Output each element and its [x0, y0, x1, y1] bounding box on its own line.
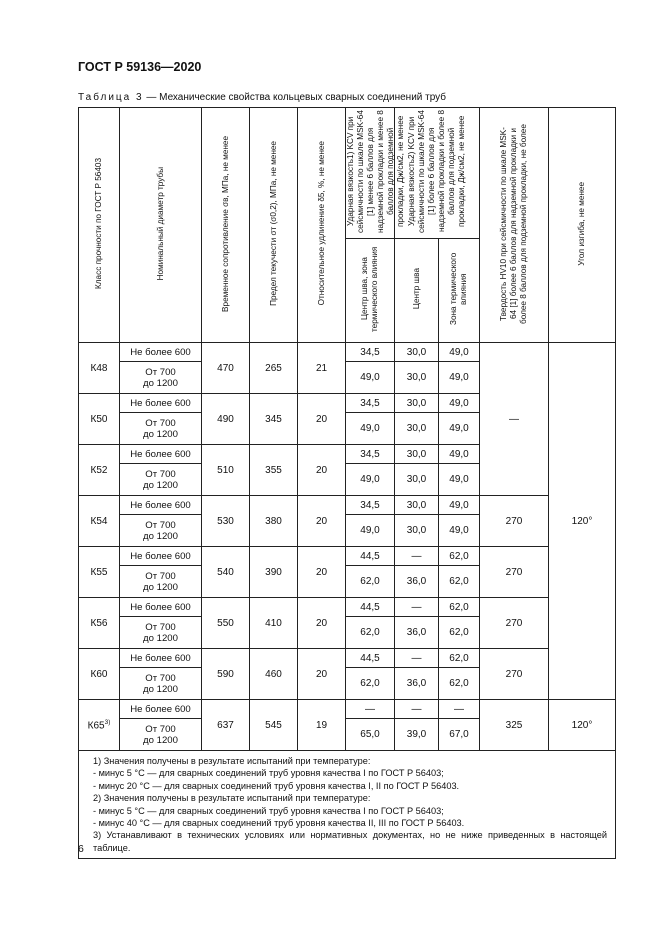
diameter-from: От 700 — [145, 519, 176, 531]
kcv-weld-center-small: — — [395, 649, 439, 668]
kcv-weld-center-small: — — [395, 598, 439, 617]
diameter-small: Не более 600 — [120, 649, 202, 668]
elongation-value: 21 — [298, 343, 346, 394]
kcv-weld-center-large: 36,0 — [395, 566, 439, 598]
caption-dash: — — [143, 92, 160, 103]
subheader-haz — [439, 239, 480, 343]
header-impact-2-text: Ударная вязкость2) KCV при сейсмичности по шкале MSK-64 [1] более 6 баллов для надземной прокладки и более 8 баллов для подземной прокладки, Дж/см2, не менее — [407, 110, 466, 233]
diameter-large — [120, 617, 202, 649]
kcv-weld-fusion-small: 34,5 — [346, 343, 395, 362]
elongation-value: 20 — [298, 547, 346, 598]
table-row — [79, 598, 616, 617]
kcv-weld-center-large: 30,0 — [395, 413, 439, 445]
class-footnote-marker: 3) — [104, 718, 111, 726]
diameter-small: Не более 600 — [120, 700, 202, 719]
class-cell — [79, 649, 120, 700]
diameter-from: От 700 — [145, 672, 176, 684]
kcv-haz-large: 62,0 — [439, 668, 480, 700]
header-bend-text: Угол изгиба, не менее — [577, 181, 586, 266]
kcv-weld-fusion-small: 34,5 — [346, 445, 395, 464]
class-cell — [79, 394, 120, 445]
properties-table — [78, 107, 616, 859]
header-diameter — [120, 108, 202, 343]
diameter-small: Не более 600 — [120, 343, 202, 362]
kcv-weld-fusion-small: 44,5 — [346, 649, 395, 668]
note-2a: - минус 5 °С — для сварных соединений труб уровня качества I по ГОСТ Р 56403; — [93, 805, 444, 816]
notes-cell — [79, 751, 616, 859]
subheader-weld-fusion-text: Центр шва, зона термического влияния — [360, 246, 379, 332]
hardness-value: — — [480, 343, 549, 496]
hardness-value: 270 — [480, 496, 549, 547]
diameter-from: От 700 — [145, 621, 176, 633]
kcv-haz-large: 49,0 — [439, 464, 480, 496]
header-bend — [549, 108, 616, 343]
subheader-weld-center — [395, 239, 439, 343]
hardness-value: 325 — [480, 700, 549, 751]
yield-value: 355 — [250, 445, 298, 496]
class-cell — [79, 598, 120, 649]
note-1: 1) Значения получены в результате испытаний при температуре: — [93, 756, 371, 766]
kcv-weld-fusion-large: 62,0 — [346, 566, 395, 598]
kcv-weld-center-large: 36,0 — [395, 668, 439, 700]
kcv-haz-large: 62,0 — [439, 566, 480, 598]
kcv-haz-large: 49,0 — [439, 362, 480, 394]
kcv-weld-fusion-large: 62,0 — [346, 617, 395, 649]
elongation-value: 20 — [298, 445, 346, 496]
elongation-value: 20 — [298, 394, 346, 445]
table-row — [79, 496, 616, 515]
class-cell — [79, 700, 120, 751]
diameter-large — [120, 362, 202, 394]
header-yield-text: Предел текучести σт (σ0,2), МПа, не менее — [268, 141, 278, 306]
kcv-haz-large: 62,0 — [439, 617, 480, 649]
diameter-from: От 700 — [145, 417, 176, 429]
yield-value: 380 — [250, 496, 298, 547]
kcv-weld-fusion-small: — — [346, 700, 395, 719]
yield-value: 345 — [250, 394, 298, 445]
header-row — [79, 108, 616, 239]
hardness-value: 270 — [480, 547, 549, 598]
elongation-value: 19 — [298, 700, 346, 751]
diameter-large — [120, 464, 202, 496]
kcv-haz-small: 49,0 — [439, 343, 480, 362]
kcv-weld-fusion-large: 62,0 — [346, 668, 395, 700]
bend-value: 120° — [549, 343, 616, 700]
header-hardness — [480, 108, 549, 343]
kcv-weld-center-small: 30,0 — [395, 496, 439, 515]
diameter-to: до 1200 — [143, 683, 178, 695]
kcv-weld-fusion-small: 34,5 — [346, 496, 395, 515]
diameter-small: Не более 600 — [120, 547, 202, 566]
yield-value: 545 — [250, 700, 298, 751]
class-label: К48 — [90, 362, 108, 374]
kcv-weld-center-large: 30,0 — [395, 362, 439, 394]
note-1b: - минус 20 °С — для сварных соединений труб уровня качества I, II по ГОСТ Р 56403. — [93, 780, 460, 791]
tensile-value: 470 — [202, 343, 250, 394]
notes-row — [79, 751, 616, 859]
kcv-haz-large: 49,0 — [439, 515, 480, 547]
yield-value: 460 — [250, 649, 298, 700]
header-hardness-text: Твердость HV10 при сейсмичности по шкале MSK-64 [1] более 6 баллов для надземной прокладки и более 8 баллов для подземной прокладки, не более — [499, 123, 528, 324]
class-cell — [79, 547, 120, 598]
header-impact-1-text: Ударная вязкость1) KCV при сейсмичности по шкале MSK-64 [1] менее 6 баллов для надземной прокладки и менее 8 баллов для подземной прокладки, Дж/см2, не менее — [346, 110, 405, 233]
kcv-weld-fusion-large: 49,0 — [346, 362, 395, 394]
kcv-weld-center-small: — — [395, 700, 439, 719]
kcv-weld-fusion-small: 44,5 — [346, 547, 395, 566]
diameter-to: до 1200 — [143, 632, 178, 644]
diameter-large — [120, 566, 202, 598]
diameter-to: до 1200 — [143, 581, 178, 593]
kcv-weld-fusion-small: 44,5 — [346, 598, 395, 617]
kcv-weld-center-large: 39,0 — [395, 719, 439, 751]
header-elongation-text: Относительное удлинение δ5, %, не менее — [316, 141, 326, 306]
header-elongation — [298, 108, 346, 343]
kcv-haz-small: 62,0 — [439, 649, 480, 668]
diameter-small: Не более 600 — [120, 598, 202, 617]
kcv-haz-large: 49,0 — [439, 413, 480, 445]
kcv-weld-fusion-large: 49,0 — [346, 515, 395, 547]
diameter-small: Не более 600 — [120, 394, 202, 413]
diameter-small: Не более 600 — [120, 445, 202, 464]
note-1a: - минус 5 °С — для сварных соединений труб уровня качества I по ГОСТ Р 56403; — [93, 768, 444, 779]
yield-value: 410 — [250, 598, 298, 649]
tensile-value: 490 — [202, 394, 250, 445]
kcv-weld-center-large: 30,0 — [395, 515, 439, 547]
kcv-haz-small: 49,0 — [439, 445, 480, 464]
diameter-from: От 700 — [145, 570, 176, 582]
class-label: К54 — [90, 515, 108, 527]
diameter-from: От 700 — [145, 468, 176, 480]
tensile-value: 530 — [202, 496, 250, 547]
kcv-haz-large: 67,0 — [439, 719, 480, 751]
diameter-to: до 1200 — [143, 530, 178, 542]
class-label: К50 — [90, 413, 108, 425]
table-row — [79, 649, 616, 668]
tensile-value: 637 — [202, 700, 250, 751]
tensile-value: 550 — [202, 598, 250, 649]
kcv-haz-small: 49,0 — [439, 394, 480, 413]
tensile-value: 510 — [202, 445, 250, 496]
table-title: Механические свойства кольцевых сварных соединений труб — [159, 92, 447, 103]
header-yield — [250, 108, 298, 343]
diameter-to: до 1200 — [143, 734, 178, 746]
kcv-haz-small: 62,0 — [439, 547, 480, 566]
header-tensile — [202, 108, 250, 343]
class-label: К65 — [87, 720, 105, 732]
tensile-value: 540 — [202, 547, 250, 598]
yield-value: 265 — [250, 343, 298, 394]
header-impact-1 — [346, 108, 405, 239]
note-2: 2) Значения получены в результате испытаний при температуре: — [93, 793, 371, 804]
elongation-value: 20 — [298, 496, 346, 547]
kcv-haz-small: 62,0 — [439, 598, 480, 617]
diameter-large — [120, 719, 202, 751]
class-label: К52 — [90, 464, 108, 476]
note-3: 3) Устанавливают в технических условиях или нормативных документах, но не ниже приведенных в настоящей таблице. — [93, 830, 607, 853]
kcv-weld-fusion-large: 65,0 — [346, 719, 395, 751]
class-label: К56 — [90, 617, 108, 629]
diameter-large — [120, 515, 202, 547]
kcv-haz-small: 49,0 — [439, 496, 480, 515]
header-impact-2 — [395, 108, 480, 239]
diameter-from: От 700 — [145, 723, 176, 735]
kcv-weld-center-large: 30,0 — [395, 464, 439, 496]
diameter-small: Не более 600 — [120, 496, 202, 515]
yield-value: 390 — [250, 547, 298, 598]
class-label: К60 — [90, 668, 108, 680]
kcv-weld-center-small: 30,0 — [395, 394, 439, 413]
header-tensile-text: Временное сопротивление σв, МПа, не менее — [220, 135, 230, 312]
diameter-large — [120, 668, 202, 700]
diameter-from: От 700 — [145, 366, 176, 378]
diameter-large — [120, 413, 202, 445]
class-cell — [79, 445, 120, 496]
diameter-to: до 1200 — [143, 377, 178, 389]
class-cell — [79, 496, 120, 547]
page-number: 6 — [78, 843, 84, 855]
elongation-value: 20 — [298, 598, 346, 649]
kcv-weld-center-small: 30,0 — [395, 445, 439, 464]
kcv-weld-fusion-small: 34,5 — [346, 394, 395, 413]
table-label: Таблица 3 — [78, 92, 144, 103]
table-row — [79, 700, 616, 719]
kcv-haz-small: — — [439, 700, 480, 719]
kcv-weld-fusion-large: 49,0 — [346, 413, 395, 445]
subheader-weld-fusion — [346, 239, 395, 343]
hardness-value: 270 — [480, 598, 549, 649]
table-row — [79, 343, 616, 362]
header-diameter-text: Номинальный диаметр трубы — [155, 166, 165, 281]
elongation-value: 20 — [298, 649, 346, 700]
diameter-to: до 1200 — [143, 428, 178, 440]
subheader-weld-center-text: Центр шва — [411, 268, 421, 310]
class-label: К55 — [90, 566, 108, 578]
header-class-text: Класс прочности по ГОСТ Р 56403 — [94, 158, 103, 289]
standard-title: ГОСТ Р 59136—2020 — [78, 60, 202, 74]
kcv-weld-fusion-large: 49,0 — [346, 464, 395, 496]
bend-value: 120° — [549, 700, 616, 751]
kcv-weld-center-small: — — [395, 547, 439, 566]
header-class — [79, 108, 120, 343]
subheader-haz-text: Зона термического влияния — [449, 252, 468, 326]
table-caption — [78, 92, 446, 103]
kcv-weld-center-small: 30,0 — [395, 343, 439, 362]
diameter-to: до 1200 — [143, 479, 178, 491]
hardness-value: 270 — [480, 649, 549, 700]
table-row — [79, 547, 616, 566]
kcv-weld-center-large: 36,0 — [395, 617, 439, 649]
note-2b: - минус 40 °С — для сварных соединений труб уровня качества II, III по ГОСТ Р 56403. — [93, 818, 465, 829]
tensile-value: 590 — [202, 649, 250, 700]
class-cell — [79, 343, 120, 394]
